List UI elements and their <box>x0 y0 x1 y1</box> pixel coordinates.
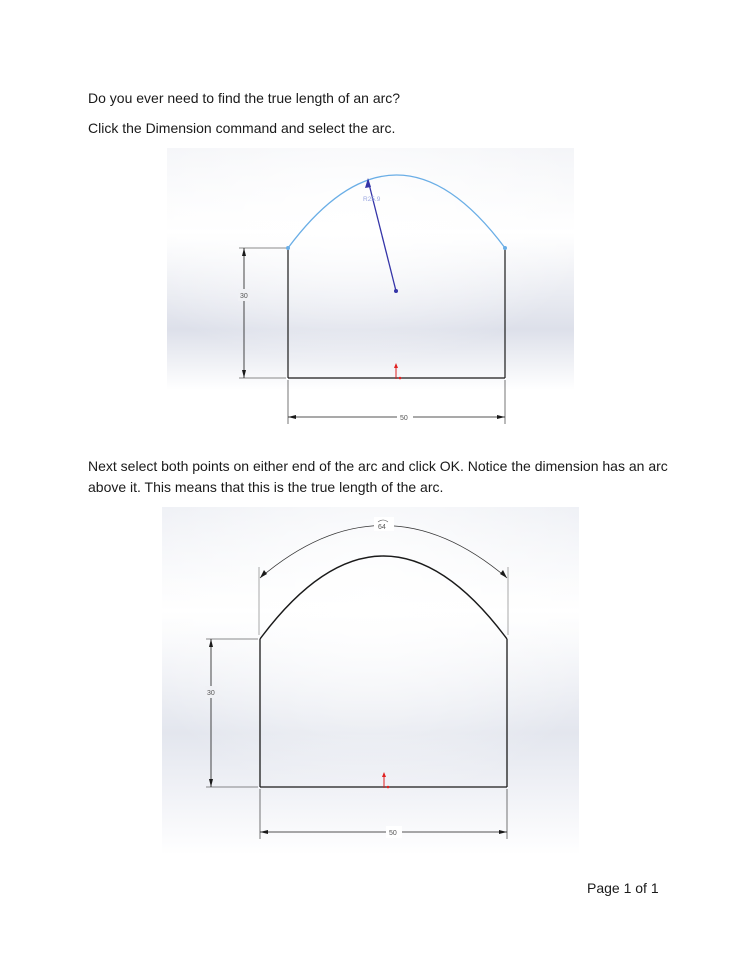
arc-endpoint-left[interactable] <box>286 246 290 250</box>
arc-length-label[interactable]: 64 <box>378 524 386 531</box>
figure-radius-dimension <box>167 148 574 430</box>
origin-point <box>387 786 390 789</box>
width-label[interactable]: 50 <box>400 415 408 422</box>
height-label[interactable]: 30 <box>240 293 248 300</box>
origin-point <box>399 377 402 380</box>
step2-paragraph: Next select both points on either end of the arc and click OK. Notice the dimension has an arc above it. This means that this is the true length of the arc. <box>88 458 668 495</box>
figure-arc-length-dimension <box>162 507 579 855</box>
arc-endpoint-right[interactable] <box>503 246 507 250</box>
page-number: Page 1 of 1 <box>587 880 659 896</box>
width-label[interactable]: 50 <box>389 830 397 837</box>
height-label[interactable]: 30 <box>207 690 215 697</box>
arc-center-point[interactable] <box>394 289 398 293</box>
step1-paragraph: Click the Dimension command and select the arc. <box>88 120 396 136</box>
radius-label[interactable]: R25.9 <box>363 196 381 203</box>
intro-paragraph: Do you ever need to find the true length of an arc? <box>88 90 401 106</box>
